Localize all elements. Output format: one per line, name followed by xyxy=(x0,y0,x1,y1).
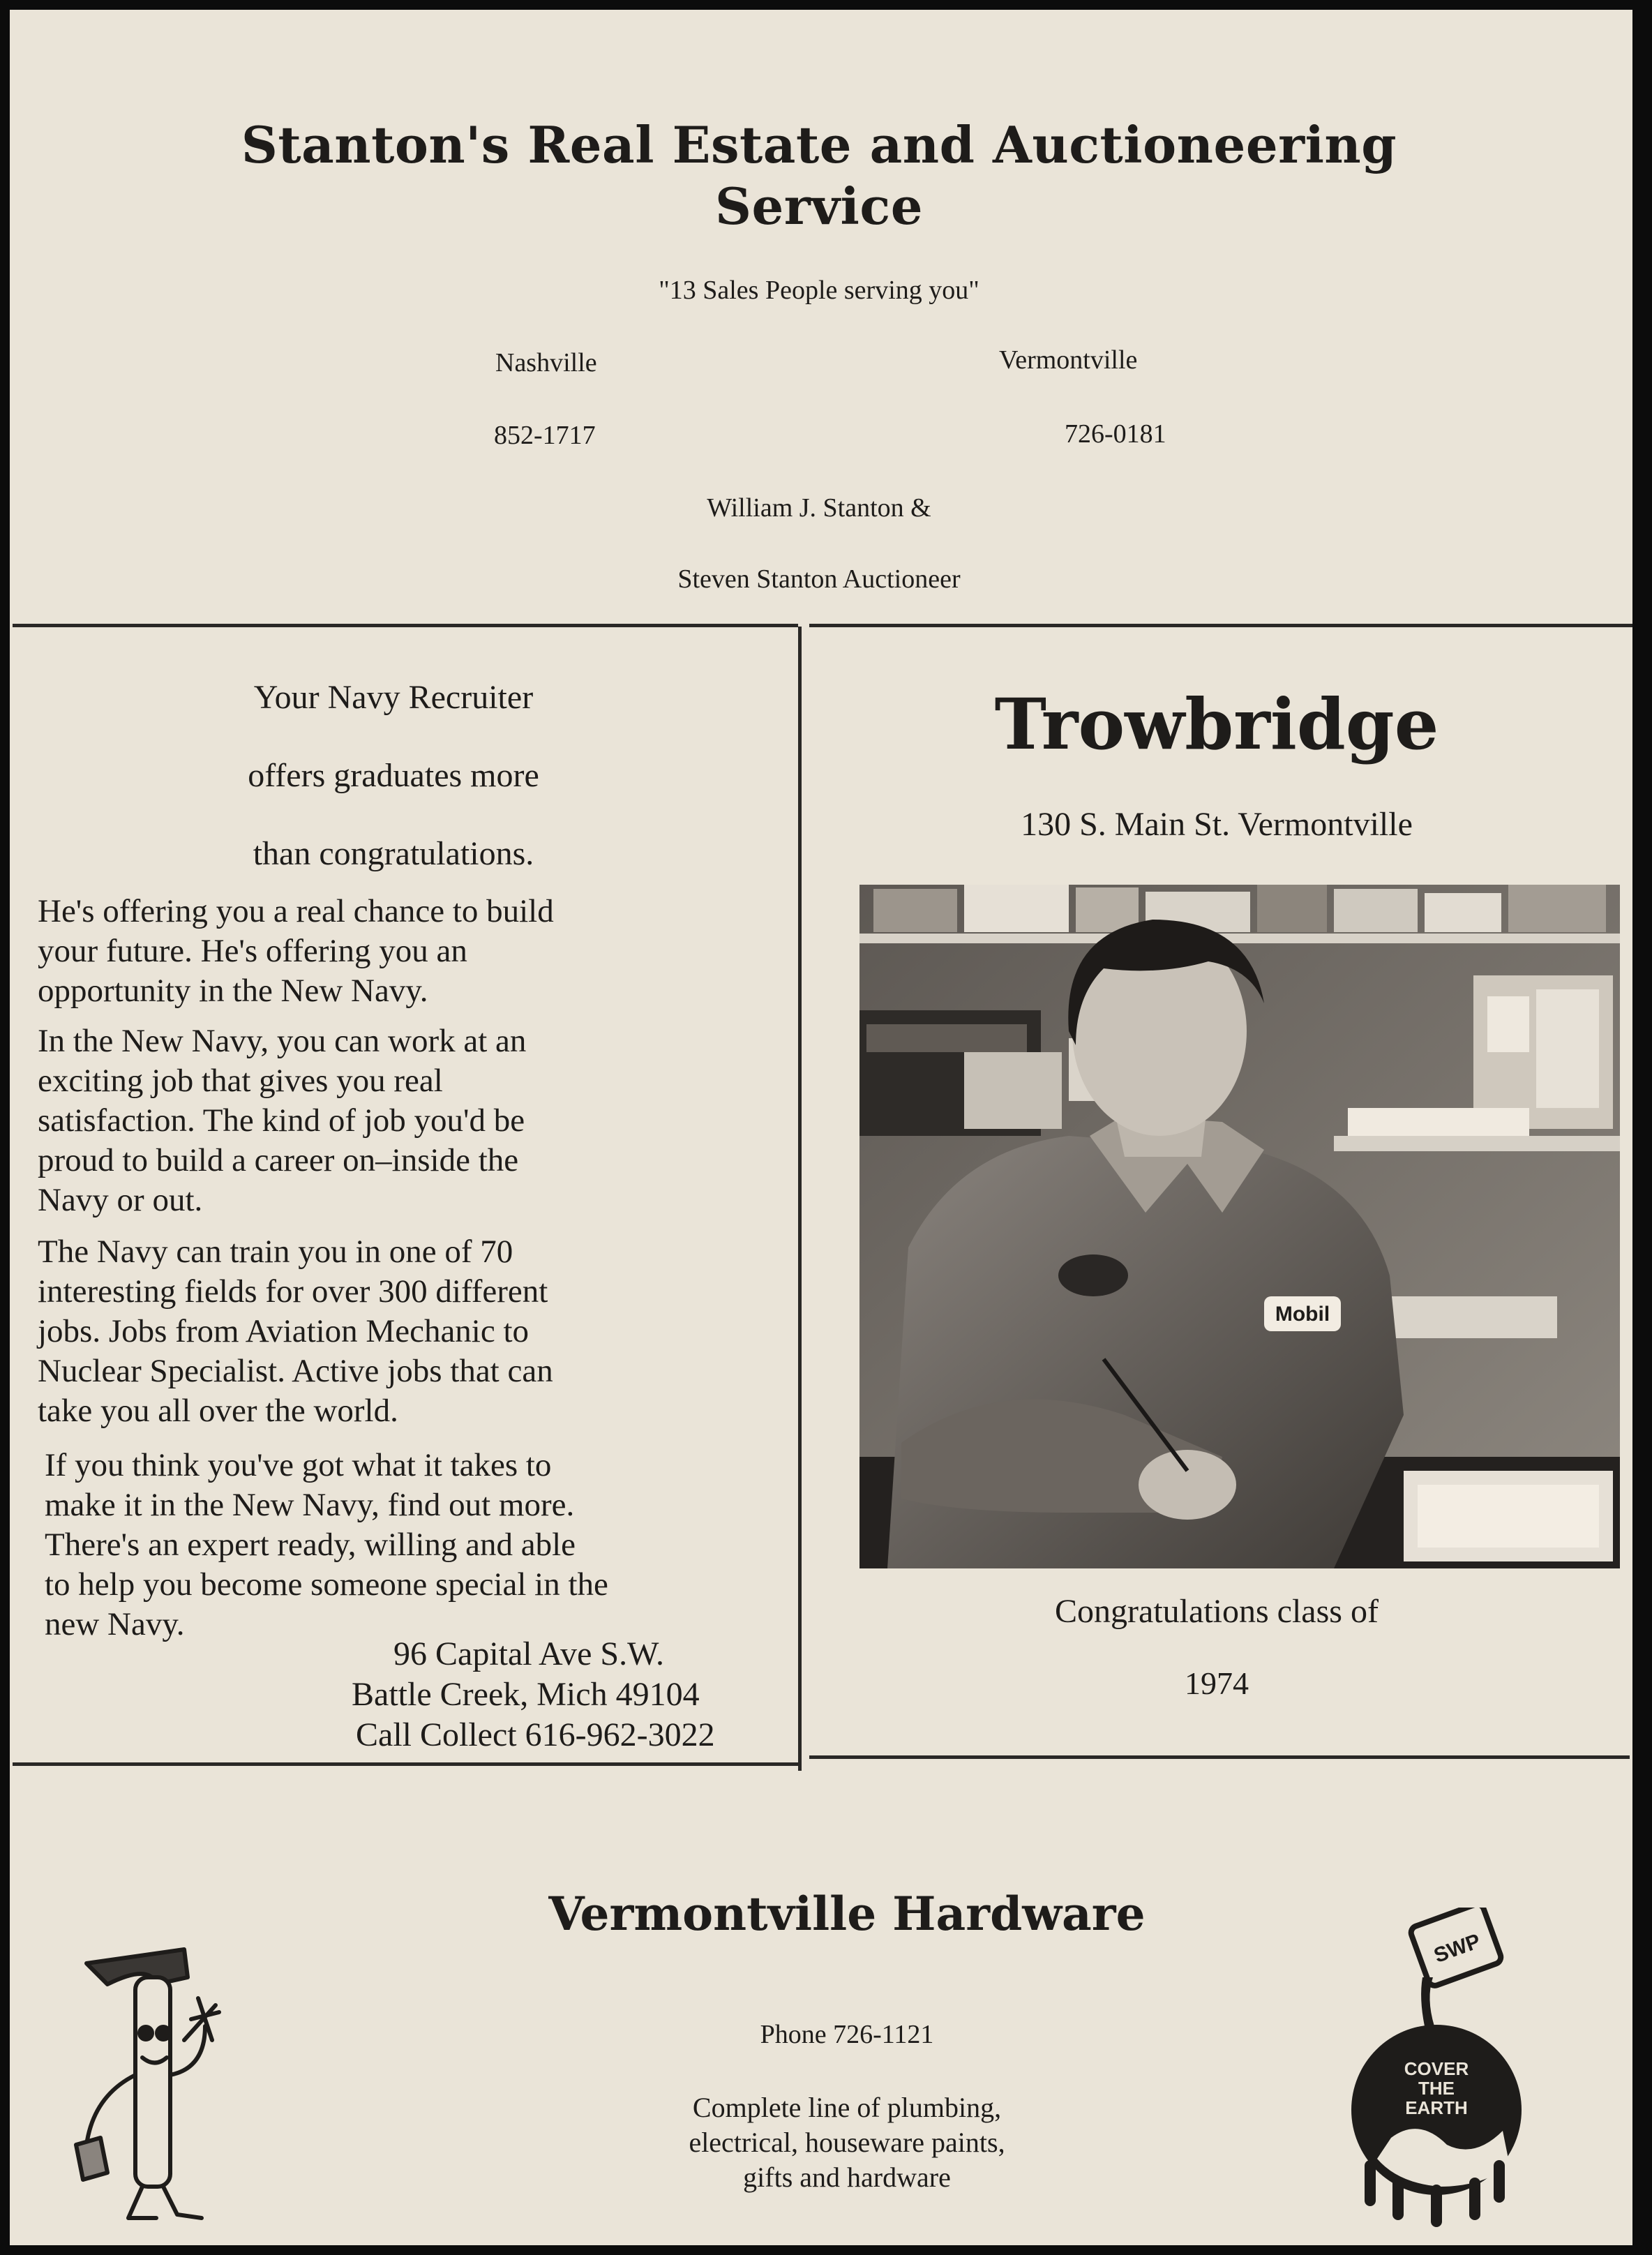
divider-top-right xyxy=(809,624,1632,627)
navy-paragraph-3 xyxy=(38,1232,763,1431)
navy-headline-line: offers graduates more xyxy=(248,757,539,794)
can-label: SWP xyxy=(1431,1929,1484,1968)
stanton-names-line2: Steven Stanton Auctioneer xyxy=(677,564,961,594)
navy-headline-line: than congratulations. xyxy=(253,835,534,872)
navy-address xyxy=(352,1634,715,1755)
navy-paragraph-4 xyxy=(45,1446,770,1645)
stanton-title-line1: Stanton's Real Estate and Auctioneering xyxy=(241,115,1397,174)
navy-text-line: In the New Navy, you can work at an xyxy=(38,1023,527,1059)
divider-bottom-left xyxy=(13,1762,798,1766)
stanton-phone-nashville: 852-1717 xyxy=(494,421,596,450)
logo-text-line: EARTH xyxy=(1405,2097,1468,2118)
divider-bottom-right xyxy=(809,1755,1630,1759)
divider-vertical xyxy=(798,627,802,1771)
navy-text-line: new Navy. xyxy=(45,1606,185,1642)
navy-text-line: to help you become someone special in the xyxy=(45,1566,608,1603)
navy-headline xyxy=(38,659,749,893)
navy-text-line: Nuclear Specialist. Active jobs that can xyxy=(38,1353,553,1389)
hardware-title: Vermontville Hardware xyxy=(548,1887,1146,1941)
hardware-description-line: Complete line of plumbing, xyxy=(692,2092,1002,2123)
trowbridge-congrats: Congratulations class of xyxy=(1055,1593,1379,1630)
stanton-tagline: "13 Sales People serving you" xyxy=(659,276,979,305)
hardware-description-line: gifts and hardware xyxy=(743,2162,951,2193)
yearbook-ad-page xyxy=(10,10,1632,2245)
stanton-city-vermontville: Vermontville xyxy=(999,345,1138,375)
divider-top-left xyxy=(13,624,798,627)
cover-the-earth-logo xyxy=(1342,1908,1538,2235)
trowbridge-photo xyxy=(859,885,1620,1568)
navy-text-line: opportunity in the New Navy. xyxy=(38,973,428,1009)
hardware-description xyxy=(498,2090,1196,2195)
hardware-phone: Phone 726-1121 xyxy=(760,2020,934,2049)
stanton-phone-vermontville: 726-0181 xyxy=(1065,419,1166,449)
trowbridge-year: 1974 xyxy=(1185,1665,1249,1701)
trowbridge-address: 130 S. Main St. Vermontville xyxy=(1021,806,1413,843)
navy-text-line: Navy or out. xyxy=(38,1182,203,1218)
navy-paragraph-2 xyxy=(38,1021,763,1220)
attendant-photo-illustration xyxy=(859,885,1620,1568)
navy-text-line: make it in the New Navy, find out more. xyxy=(45,1487,575,1523)
stanton-title-line2: Service xyxy=(714,177,924,236)
navy-text-line: The Navy can train you in one of 70 xyxy=(38,1234,513,1270)
navy-text-line: take you all over the world. xyxy=(38,1393,398,1429)
stanton-title xyxy=(135,114,1503,237)
navy-text-line: satisfaction. The kind of job you'd be xyxy=(38,1102,525,1139)
navy-address-phone: Call Collect 616-962-3022 xyxy=(356,1716,715,1753)
stanton-names-line1: William J. Stanton & xyxy=(707,493,931,523)
hardware-description-line: electrical, houseware paints, xyxy=(689,2127,1005,2158)
mobil-badge-text: Mobil xyxy=(1275,1303,1330,1326)
navy-text-line: proud to build a career on–inside the xyxy=(38,1142,519,1178)
navy-address-city: Battle Creek, Mich 49104 xyxy=(352,1676,700,1713)
navy-text-line: exciting job that gives you real xyxy=(38,1063,443,1099)
navy-headline-line: Your Navy Recruiter xyxy=(253,679,534,716)
hammer-mascot-icon xyxy=(66,1935,233,2228)
navy-text-line: jobs. Jobs from Aviation Mechanic to xyxy=(38,1313,530,1349)
stanton-city-nashville: Nashville xyxy=(495,348,597,377)
navy-paragraph-1 xyxy=(38,892,763,1011)
navy-text-line: interesting fields for over 300 different xyxy=(38,1273,548,1310)
trowbridge-title: Trowbridge xyxy=(994,683,1439,765)
logo-text-line: THE xyxy=(1418,2078,1455,2099)
navy-address-street: 96 Capital Ave S.W. xyxy=(393,1635,664,1672)
navy-text-line: He's offering you a real chance to build xyxy=(38,893,554,929)
logo-text-line: COVER xyxy=(1404,2058,1469,2079)
navy-text-line: your future. He's offering you an xyxy=(38,933,467,969)
navy-text-line: If you think you've got what it takes to xyxy=(45,1447,552,1483)
navy-text-line: There's an expert ready, willing and able xyxy=(45,1527,576,1563)
